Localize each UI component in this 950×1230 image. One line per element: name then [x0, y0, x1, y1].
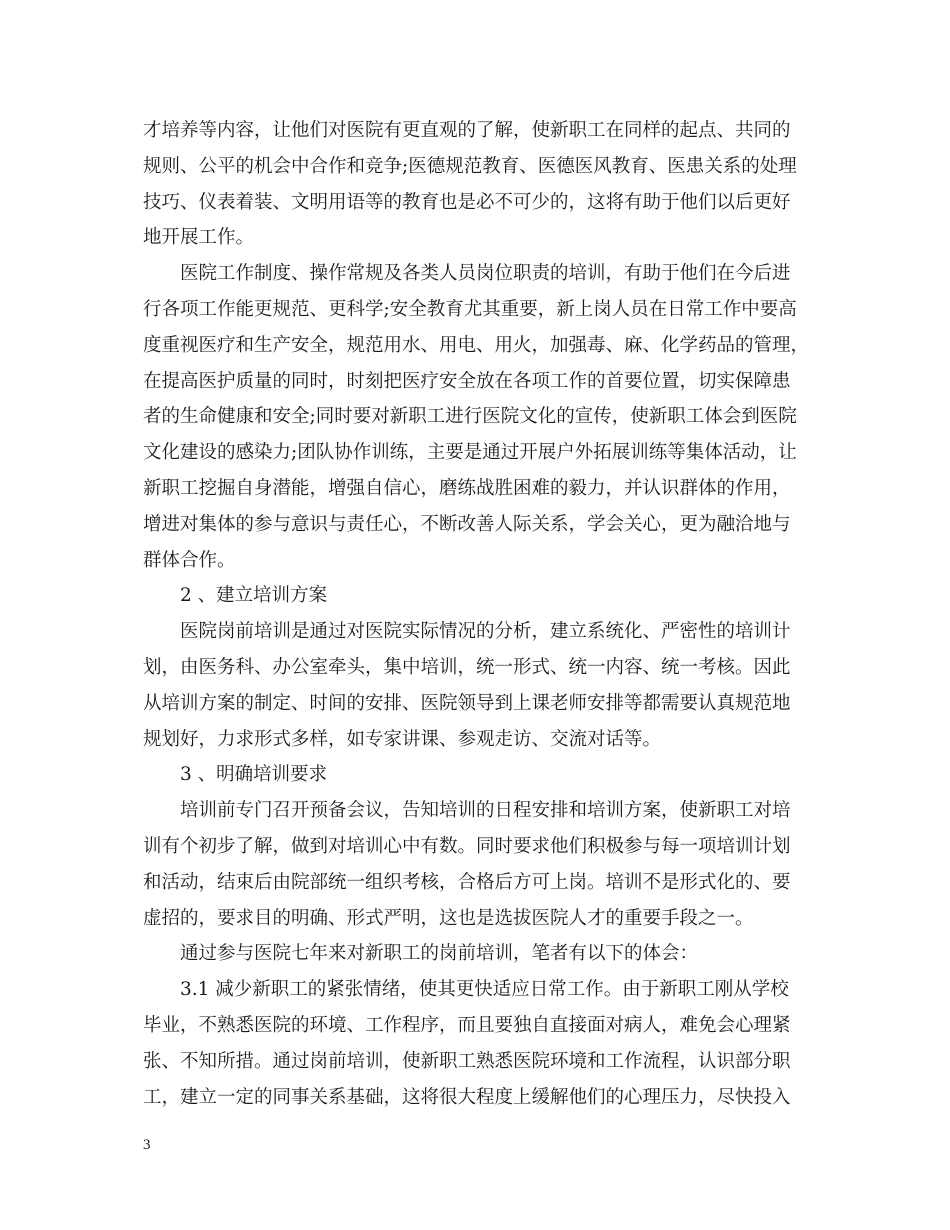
text-line: 群体合作。	[143, 549, 236, 571]
section-heading: 2 、建立培训方案	[180, 585, 328, 607]
text-line: 工，建立一定的同事关系基础，这将很大程度上缓解他们的心理压力，尽快投入	[143, 1086, 791, 1108]
paragraph-start-line: 医院岗前培训是通过对医院实际情况的分析，建立系统化、严密性的培训计	[180, 621, 791, 643]
text-line: 者的生命健康和安全;同时要对新职工进行医院文化的宣传，使新职工体会到医院	[143, 406, 797, 428]
paragraph-start-line: 医院工作制度、操作常规及各类人员岗位职责的培训，有助于他们在今后进	[180, 263, 791, 285]
page-number: 3	[143, 1137, 151, 1153]
text-line: 行各项工作能更规范、更科学;安全教育尤其重要，新上岗人员在日常工作中要高	[143, 298, 797, 320]
text-line: 地开展工作。	[143, 227, 255, 249]
text-line: 规划好，力求形式多样，如专家讲课、参观走访、交流对话等。	[143, 728, 662, 750]
text-line: 新职工挖掘自身潜能，增强自信心，磨练战胜困难的毅力，并认识群体的作用，	[143, 477, 791, 499]
text-line: 张、不知所措。通过岗前培训，使新职工熟悉医院环境和工作流程，认识部分职	[143, 1050, 791, 1072]
section-heading: 3 、明确培训要求	[180, 764, 328, 786]
text-line: 训有个初步了解，做到对培训心中有数。同时要求他们积极参与每一项培训计划	[143, 835, 791, 857]
text-line: 划，由医务科、办公室牵头，集中培训，统一形式、统一内容、统一考核。因此	[143, 656, 791, 678]
text-line: 才培养等内容，让他们对医院有更直观的了解，使新职工在同样的起点、共同的	[143, 120, 791, 141]
text-line: 文化建设的感染力;团队协作训练，主要是通过开展户外拓展训练等集体活动，让	[143, 442, 797, 464]
paragraph-start-line: 培训前专门召开预备会议，告知培训的日程安排和培训方案，使新职工对培	[180, 800, 791, 822]
text-line: 从培训方案的制定、时间的安排、医院领导到上课老师安排等都需要认真规范地	[143, 692, 791, 714]
text-line: 虚招的，要求目的明确、形式严明，这也是选拔医院人才的重要手段之一。	[143, 907, 754, 929]
paragraph-start-line: 通过参与医院七年来对新职工的岗前培训，笔者有以下的体会：	[180, 943, 699, 965]
text-line: 度重视医疗和生产安全，规范用水、用电、用火，加强毒、麻、化学药品的管理，	[143, 334, 810, 356]
body-text	[143, 113, 823, 1115]
subsection-start-line: 3.1 减少新职工的紧张情绪，使其更快适应日常工作。由于新职工刚从学校	[180, 979, 789, 1001]
text-line: 增进对集体的参与意识与责任心，不断改善人际关系，学会关心，更为融洽地与	[143, 513, 791, 535]
text-line: 在提高医护质量的同时，时刻把医疗安全放在各项工作的首要位置，切实保障患	[143, 370, 791, 392]
text-line: 毕业，不熟悉医院的环境、工作程序，而且要独自直接面对病人，难免会心理紧	[143, 1014, 791, 1036]
text-line: 规则、公平的机会中合作和竞争;医德规范教育、医德医风教育、医患关系的处理	[143, 155, 797, 177]
text-line: 和活动，结束后由院部统一组织考核，合格后方可上岗。培训不是形式化的、要	[143, 871, 791, 893]
text-line: 技巧、仪表着装、文明用语等的教育也是必不可少的，这将有助于他们以后更好	[143, 191, 791, 213]
